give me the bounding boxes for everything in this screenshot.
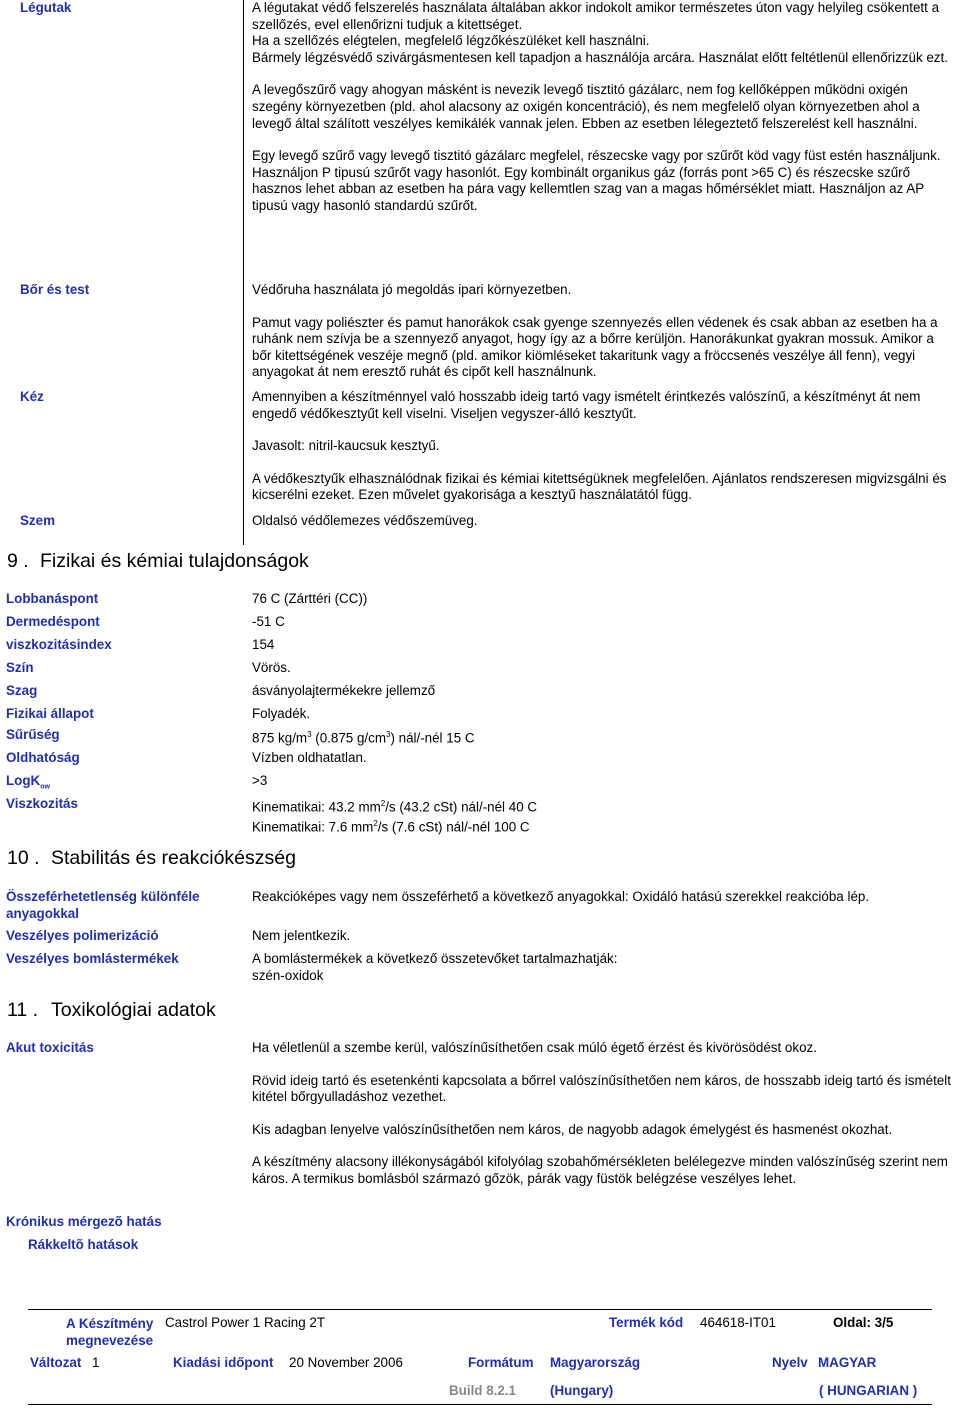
label-szem: Szem <box>20 513 55 528</box>
property-value: ásványolajtermékekre jellemző <box>252 683 436 698</box>
property-label: Szag <box>6 683 38 698</box>
polymerization-value: Nem jelentkezik. <box>252 928 351 943</box>
bor-p2: Pamut vagy poliészter és pamut hanorákok csak gyenge szennyezés ellen védenek és csak abban az esetben ha a ruhánk nem szívja be a szennyező anyagot, hogy így az a bőrre kerüljön. Hanorákunkat gyakran mossuk. Amikor a bőr kitettségének veszéje megnő (pld. amikor kiömléseket takaritunk vagy a fröccsenés veszélye áll fenn), vegyi anyagokat át nem eresztő ruhát és cipőt kell használnunk. <box>252 314 938 380</box>
density-sup: 3 <box>385 730 391 739</box>
visc-part: Kinematikai: 7.6 mm <box>252 819 374 835</box>
footer-format-value2: (Hungary) <box>550 1383 614 1398</box>
legutak-text <box>252 0 952 215</box>
kez-text <box>252 389 952 504</box>
toxicity-p2: Rövid ideig tartó és esetenkénti kapcsolata a bőrrel valószínűsíthetően nem káros, de hosszabb ideig tartó és ismételt kitétel bőrgyulladáshoz vezethet. <box>252 1072 951 1105</box>
section10-title: Stabilitás és reakciókészség <box>51 847 296 869</box>
toxicity-p3: Kis adagban lenyelve valószínűsíthetően nem káros, de nagyobb adagok émelygést és hasmenést okozhat. <box>252 1121 893 1137</box>
section11-number: 11 . <box>7 999 39 1021</box>
logk-value: >3 <box>252 773 268 788</box>
logk-sub: ow <box>40 783 50 791</box>
footer-build: Build 8.2.1 <box>449 1383 516 1398</box>
section9-title: Fizikai és kémiai tulajdonságok <box>40 550 309 572</box>
property-value: Vörös. <box>252 660 291 675</box>
solubility-value: Vízben oldhatatlan. <box>252 750 367 765</box>
visc-sup: 2 <box>380 799 386 808</box>
legutak-p2: Ha a szellőzés elégtelen, megfelelő légzőkészüléket kell használni. <box>252 33 650 49</box>
section11-heading <box>7 999 216 1021</box>
property-row <box>6 637 946 660</box>
bor-text <box>252 282 952 381</box>
property-value: -51 C <box>252 614 285 629</box>
footer-product-label-2: megnevezése <box>66 1333 154 1348</box>
szem-text: Oldalsó védőlemezes védőszemüveg. <box>252 513 478 528</box>
footer-top-rule <box>28 1309 932 1310</box>
label-kez: Kéz <box>20 389 44 404</box>
visc-sup: 2 <box>373 819 378 829</box>
section10-number: 10 . <box>7 847 40 869</box>
toxicity-p1: Ha véletlenül a szembe kerül, valószínűsíthetően csak múló égető érzést és kivörösödést okoz. <box>252 1040 817 1055</box>
footer-version-value: 1 <box>92 1355 100 1370</box>
kez-p1: Amennyiben a készítménnyel való hosszabb ideig tartó vagy ismételt érintkezés valószínű, a készítményt át nem engedő védőkesztyűt kell viselni. Viseljen vegyszer-álló kesztyűt. <box>252 389 921 421</box>
kez-p3: A védőkesztyűk elhasználódnak fizikai és kémiai kitettségüknek megfelelően. Ajánlatos rendszeresen migvizsgálni és kicserélni ezeket. Ezen művelet gyakorisága a kesztyű használatától függ. <box>252 470 947 503</box>
section11-title: Toxikológiai adatok <box>51 999 216 1021</box>
logk-text: LogK <box>6 773 41 788</box>
property-label: viszkozitásindex <box>6 637 112 652</box>
footer-issue-label: Kiadási időpont <box>173 1355 274 1370</box>
visc-part: Kinematikai: 43.2 mm <box>252 799 381 815</box>
property-row <box>6 660 946 683</box>
property-row-logk <box>6 773 946 796</box>
viscosity-label: Viszkozitás <box>6 796 78 811</box>
property-label: Lobbanáspont <box>6 591 99 606</box>
section10-heading <box>7 847 296 869</box>
footer-product-value: Castrol Power 1 Racing 2T <box>165 1315 326 1330</box>
property-row-viscosity <box>6 796 946 836</box>
footer-issue-value: 20 November 2006 <box>289 1355 403 1370</box>
bor-p1: Védőruha használata jó megoldás ipari környezetben. <box>252 282 572 297</box>
viscosity-values <box>252 796 537 836</box>
solubility-label: Oldhatóság <box>6 750 80 765</box>
footer-product-label-1: A Készítmény <box>66 1316 154 1331</box>
decomposition-line2: szén-oxidok <box>252 967 324 983</box>
property-value: Folyadék. <box>252 706 311 721</box>
density-sup: 3 <box>307 730 312 739</box>
property-row-density <box>6 727 946 750</box>
section9-heading <box>7 550 309 572</box>
property-row <box>6 706 946 727</box>
visc-part: /s (7.6 cSt) nál/-nél 100 C <box>377 819 530 835</box>
property-row <box>6 683 946 706</box>
property-row-solubility <box>6 750 946 773</box>
property-label: Fizikai állapot <box>6 706 94 721</box>
density-part: 875 kg/m <box>252 730 308 746</box>
chronic-toxicity-label: Krónikus mérgezõ hatás <box>6 1214 162 1229</box>
incompat-label: Összeférhetetlenség különféle anyagokkal <box>6 889 200 921</box>
properties-table <box>6 591 946 836</box>
decomposition-line1: A bomlástermékek a következő összetevőket tartalmazhatják: <box>252 951 618 966</box>
density-part: ) nál/-nél 15 C <box>390 730 475 746</box>
footer-page: Oldal: 3/5 <box>833 1315 894 1330</box>
property-label: Szín <box>6 660 34 675</box>
footer-version-label: Változat <box>30 1355 82 1370</box>
footer-code-label: Termék kód <box>609 1315 684 1330</box>
footer-code-value: 464618-IT01 <box>700 1315 776 1330</box>
footer-language-value2: ( HUNGARIAN ) <box>819 1383 918 1398</box>
carcinogenic-label: Rákkeltõ hatások <box>28 1237 139 1252</box>
section9-number: 9 . <box>7 550 29 572</box>
logk-label <box>6 773 50 796</box>
legutak-p3: Bármely légzésvédő szivárgásmentesen kell tapadjon a használója arcára. Használat előtt feltétlenül ellenőrizzük ezt. <box>252 49 948 65</box>
polymerization-label: Veszélyes polimerizáció <box>6 928 159 943</box>
legutak-p4: A levegőszűrő vagy ahogyan másként is nevezik levegő tisztitó gázálarc, nem fog kellőképpen működni oxigén szegény környezetben (pld. ahol alacsony az oxigén koncentráció), és nem megfelelő olyan környezetben ahol a levegő által szálított veszélyes kemikálék vannak jelen. Ebben az esetben lélegeztető felszerelést kell használni. <box>252 82 920 131</box>
property-value: 154 <box>252 637 275 652</box>
footer-format-value: Magyarország <box>550 1355 641 1370</box>
decomposition-label: Veszélyes bomlástermékek <box>6 951 179 966</box>
visc-part: /s (43.2 cSt) nál/-nél 40 C <box>385 799 538 815</box>
footer-language-label: Nyelv <box>772 1355 808 1370</box>
viscosity-40 <box>252 796 537 816</box>
footer-language-value: MAGYAR <box>818 1355 877 1370</box>
legutak-p5: Egy levegő szűrő vagy levegő tisztitó gázálarc megfelel, részecske vagy por szűrőt köd vagy füst estén használjunk. Használjon P tipusú szűrőt vagy hasonlót. Egy kombinált organikus gáz (forrás pont >65 C) és részecske szűrő hasznos lehet abban az esetben ha pára vagy kellemtlen szag van a magas hőmérséklet miatt. Használjon az AP tipusú vagy hasonló standardú szűrőt. <box>252 148 941 213</box>
incompat-value: Reakcióképes vagy nem összeférhető a következő anyagokkal: Oxidáló hatású szerekkel reakcióba lép. <box>252 889 870 904</box>
kez-p2: Javasolt: nitril-kaucsuk kesztyű. <box>252 438 440 454</box>
toxicity-p4: A készítmény alacsony illékonyságából kifolyólag szobahőmérsékleten belélegezve minden valószínűség szerint nem káros. A termikus bomlásból származó gőzök, párák vagy füstök belégzése veszélyes lehet. <box>252 1154 948 1186</box>
column-divider <box>243 0 244 545</box>
label-legutak: Légutak <box>20 0 72 15</box>
property-value: 76 C (Zárttéri (CC)) <box>252 591 368 606</box>
density-part: (0.875 g/cm <box>311 730 386 746</box>
toxicity-text <box>252 1040 952 1188</box>
density-value <box>252 727 475 747</box>
property-label: Dermedéspont <box>6 614 100 629</box>
density-label: Sűrűség <box>6 727 60 742</box>
footer-bottom-rule <box>28 1404 932 1405</box>
footer-format-label: Formátum <box>468 1355 534 1370</box>
property-row <box>6 591 946 614</box>
decomposition-value <box>252 951 952 984</box>
property-row <box>6 614 946 637</box>
legutak-p1: A légutakat védő felszerelés használata általában akkor indokolt amikor természetes úton vagy helyileg csökentett a szellőzés, evel ellenőrizni tudjuk a kitettséget. <box>252 0 940 32</box>
acute-toxicity-label: Akut toxicitás <box>6 1040 94 1055</box>
viscosity-100 <box>252 816 537 836</box>
label-bor-es-test: Bőr és test <box>20 282 90 297</box>
footer-product-label <box>66 1315 153 1349</box>
